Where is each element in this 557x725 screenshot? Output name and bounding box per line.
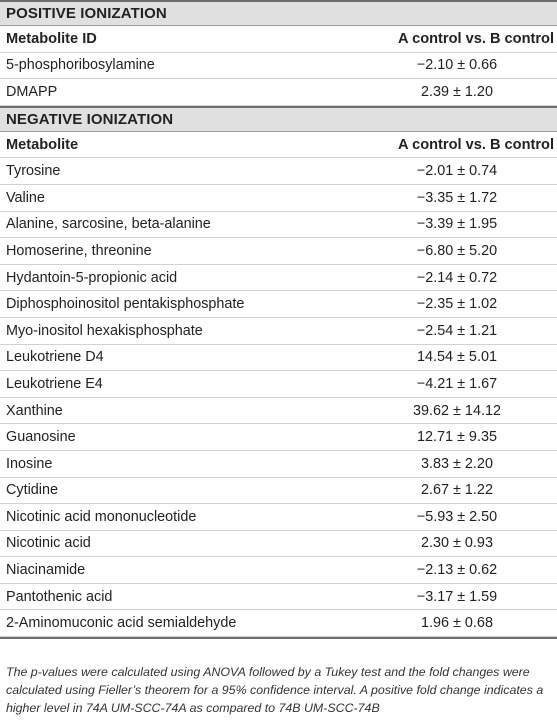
fold-change-value: 3.83 ± 2.20 bbox=[421, 455, 493, 472]
positive-rows bbox=[0, 53, 557, 106]
metabolite-name: Xanthine bbox=[6, 402, 63, 419]
table-row bbox=[0, 531, 557, 558]
section-positive-ionization bbox=[0, 0, 557, 26]
fold-change-value: −2.01 ± 0.74 bbox=[416, 163, 498, 180]
negative-rows bbox=[0, 158, 557, 639]
table-row bbox=[0, 265, 557, 292]
table-row bbox=[0, 345, 557, 372]
table-row bbox=[0, 185, 557, 212]
table-footnote: The p-values were calculated using ANOVA followed by a Tukey test and the fold changes were calculated using Fieller’s theorem for a 95% confidence interval. A positive fold change indicates a higher level in 74A UM-SCC-74A as compared to 74B UM-SCC-74B bbox=[6, 665, 544, 716]
metabolite-name: Inosine bbox=[6, 455, 53, 472]
fold-change-value: 2.30 ± 0.93 bbox=[421, 535, 493, 552]
fold-change-value: 2.67 ± 1.22 bbox=[421, 482, 493, 499]
column-header-comparison: A control vs. B control bbox=[398, 136, 554, 153]
table-row bbox=[0, 557, 557, 584]
fold-change-value: 1.96 ± 0.68 bbox=[421, 615, 493, 632]
fold-change-value: −4.21 ± 1.67 bbox=[416, 375, 498, 392]
metabolite-name: 2-Aminomuconic acid semialdehyde bbox=[6, 615, 237, 632]
metabolite-name: Cytidine bbox=[6, 482, 58, 499]
table-row bbox=[0, 318, 557, 345]
table-row bbox=[0, 79, 557, 106]
table-row bbox=[0, 504, 557, 531]
metabolite-name: Niacinamide bbox=[6, 562, 86, 579]
metabolite-name: Hydantoin-5-propionic acid bbox=[6, 269, 178, 286]
fold-change-value: 39.62 ± 14.12 bbox=[413, 402, 501, 419]
table-row bbox=[0, 398, 557, 425]
section-label: POSITIVE IONIZATION bbox=[6, 5, 167, 22]
table-row bbox=[0, 610, 557, 637]
fold-change-value: −2.54 ± 1.21 bbox=[416, 322, 498, 339]
table-row bbox=[0, 371, 557, 398]
fold-change-value: −2.14 ± 0.72 bbox=[416, 269, 498, 286]
metabolite-name: Valine bbox=[6, 189, 45, 206]
fold-change-value: −2.10 ± 0.66 bbox=[416, 57, 498, 74]
metabolite-name: Tyrosine bbox=[6, 163, 61, 180]
table-row bbox=[0, 478, 557, 505]
table-row bbox=[0, 212, 557, 239]
table-header-row bbox=[0, 132, 557, 159]
column-header-metabolite: Metabolite bbox=[6, 136, 79, 153]
fold-change-value: −3.17 ± 1.59 bbox=[416, 588, 498, 605]
column-header-comparison: A control vs. B control bbox=[398, 30, 554, 47]
table-row bbox=[0, 584, 557, 611]
metabolite-name: Leukotriene E4 bbox=[6, 375, 103, 392]
fold-change-value: −6.80 ± 5.20 bbox=[416, 242, 498, 259]
table-row bbox=[0, 238, 557, 265]
section-negative-ionization bbox=[0, 106, 557, 132]
fold-change-value: −2.13 ± 0.62 bbox=[416, 562, 498, 579]
fold-change-value: 14.54 ± 5.01 bbox=[417, 349, 497, 366]
fold-change-value: −5.93 ± 2.50 bbox=[416, 508, 498, 525]
column-header-metabolite-id: Metabolite ID bbox=[6, 30, 97, 47]
metabolite-name: Nicotinic acid bbox=[6, 535, 91, 552]
table-row bbox=[0, 158, 557, 185]
table-header-row bbox=[0, 26, 557, 53]
metabolite-name: Homoserine, threonine bbox=[6, 242, 152, 259]
fold-change-value: 2.39 ± 1.20 bbox=[421, 83, 493, 100]
metabolite-name: Diphosphoinositol pentakisphosphate bbox=[6, 296, 245, 313]
fold-change-value: 12.71 ± 9.35 bbox=[417, 429, 497, 446]
metabolite-name: Pantothenic acid bbox=[6, 588, 113, 605]
table-row bbox=[0, 451, 557, 478]
fold-change-value: −3.39 ± 1.95 bbox=[416, 216, 498, 233]
metabolite-name: Myo-inositol hexakisphosphate bbox=[6, 322, 203, 339]
fold-change-value: −2.35 ± 1.02 bbox=[416, 296, 498, 313]
table-row bbox=[0, 291, 557, 318]
section-label: NEGATIVE IONIZATION bbox=[6, 110, 174, 128]
metabolite-name: DMAPP bbox=[6, 83, 58, 100]
table-row bbox=[0, 53, 557, 80]
fold-change-value: −3.35 ± 1.72 bbox=[416, 189, 498, 206]
metabolite-name: Alanine, sarcosine, beta-alanine bbox=[6, 216, 211, 233]
metabolite-name: Guanosine bbox=[6, 429, 76, 446]
metabolite-name: Nicotinic acid mononucleotide bbox=[6, 508, 197, 525]
metabolite-name: 5-phosphoribosylamine bbox=[6, 57, 155, 74]
metabolite-name: Leukotriene D4 bbox=[6, 349, 104, 366]
table-row bbox=[0, 424, 557, 451]
